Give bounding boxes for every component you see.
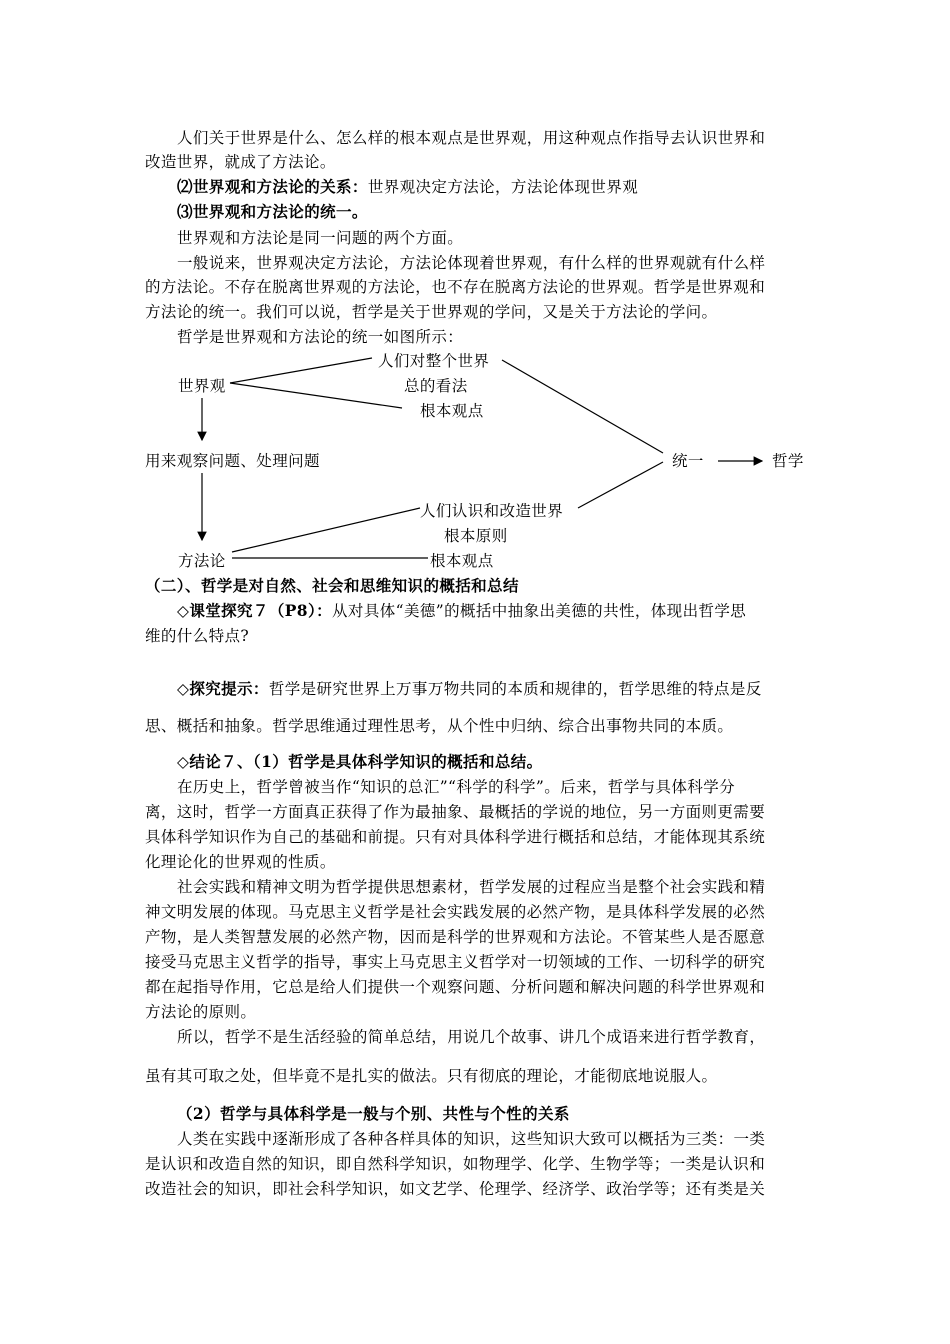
diagram-wv-top: 人们对整个世界 [378,352,490,370]
social-line-1: 社会实践和精神文明为哲学提供思想素材，哲学发展的过程应当是整个社会实践和精 [177,878,766,896]
hint-text: 哲学是研究世界上万事万物共同的本质和规律的，哲学思维的特点是反 [268,680,762,698]
diagram-md-mid: 根本原则 [444,527,508,545]
relation-text: 世界观决定方法论，方法论体现世界观 [367,178,639,196]
explore-line-2: 维的什么特点? [145,627,250,645]
social-line-4: 接受马克思主义哲学的指导，事实上马克思主义哲学对一切领域的工作、一切科学的研究 [145,953,766,971]
unity-p2-line-2: 的方法论。不存在脱离世界观的方法论，也不存在脱离方法论的世界观。哲学是世界观和 [145,278,766,296]
relation-heading: ⑵世界观和方法论的关系： [177,177,368,196]
explore-line-1 [177,601,746,621]
hint-label: ◇探究提示： [177,679,269,698]
diagram-unite: 统一 [672,452,704,470]
line-worldview-to-bottom [230,383,402,408]
conclusion-heading: ◇结论７、（1）哲学是具体科学知识的概括和总结。 [177,752,543,771]
diagram-worldview: 世界观 [178,377,226,395]
unity-p2-line-1: 一般说来，世界观决定方法论，方法论体现着世界观，有什么样的世界观就有什么样 [177,254,766,272]
social-line-5: 都在起指导作用，它总是给人们提供一个观察问题、分析问题和解决问题的科学世界观和 [145,978,766,996]
unity-p2-line-3: 方法论的统一。我们可以说，哲学是关于世界观的学问，又是关于方法论的学问。 [145,303,718,321]
result-line-2: 虽有其可取之处，但毕竟不是扎实的做法。只有彻底的理论，才能彻底地说服人。 [145,1067,718,1085]
line-worldview-to-top [230,358,372,383]
diagram-philosophy: 哲学 [772,452,804,470]
history-line-1: 在历史上，哲学曾被当作“知识的总汇”“科学的科学”。后来，哲学与具体科学分 [177,778,735,796]
diagram-methodology: 方法论 [178,552,226,570]
line-top-to-unite [502,360,663,453]
section2-heading: （二）、哲学是对自然、社会和思维知识的概括和总结 [145,576,519,595]
history-line-4: 化理论化的世界观的性质。 [145,853,336,871]
result-line-1: 所以，哲学不是生活经验的简单总结，用说几个故事、讲几个成语来进行哲学教育， [177,1028,766,1046]
line-method-to-unite [578,462,663,508]
diagram-wv-bot: 根本观点 [420,402,484,420]
hint-line-2: 思、概括和抽象。哲学思维通过理性思考，从个性中归纳、综合出事物共同的本质。 [145,717,734,735]
knowledge-line-3: 改造社会的知识，即社会科学知识，如文艺学、伦理学、经济学、政治学等；还有类是关 [145,1180,766,1198]
knowledge-line-1: 人类在实践中逐渐形成了各种各样具体的知识，这些知识大致可以概括为三类：一类 [177,1130,766,1148]
diagram-usage: 用来观察问题、处理问题 [145,452,320,470]
diagram-md-bot: 根本观点 [430,552,494,570]
intro-line-1: 人们关于世界是什么、怎么样的根本观点是世界观，用这种观点作指导去认识世界和 [177,129,766,147]
subsection-2-heading: （2）哲学与具体科学是一般与个别、共性与个性的关系 [177,1104,570,1123]
history-line-3: 具体科学知识作为自己的基础和前提。只有对具体科学进行概括和总结，才能体现其系统 [145,828,766,846]
unity-p3: 哲学是世界观和方法论的统一如图所示： [177,328,464,346]
unity-p1: 世界观和方法论是同一问题的两个方面。 [177,229,464,247]
explore-label: ◇课堂探究７（P8）： [177,601,333,620]
social-line-3: 产物，是人类智慧发展的必然产物，因而是科学的世界观和方法论。不管某些人是否愿意 [145,928,766,946]
social-line-6: 方法论的原则。 [145,1003,257,1021]
intro-line-2: 改造世界，就成了方法论。 [145,153,336,171]
knowledge-line-2: 是认识和改造自然的知识，即自然科学知识，如物理学、化学、生物学等；一类是认识和 [145,1155,766,1173]
social-line-2: 神文明发展的体现。马克思主义哲学是社会实践发展的必然产物，是具体科学发展的必然 [145,903,766,921]
diagram-md-top: 人们认识和改造世界 [420,502,564,520]
diagram-wv-mid: 总的看法 [404,377,468,395]
history-line-2: 离，这时，哲学一方面真正获得了作为最抽象、最概括的学说的地位，另一方面则更需要 [145,803,766,821]
explore-text: 从对具体“美德”的概括中抽象出美德的共性，体现出哲学思 [332,602,747,620]
line-methodology-to-top [232,508,420,552]
hint-line-1 [177,679,762,699]
unity-heading: ⑶世界观和方法论的统一。 [177,202,368,221]
